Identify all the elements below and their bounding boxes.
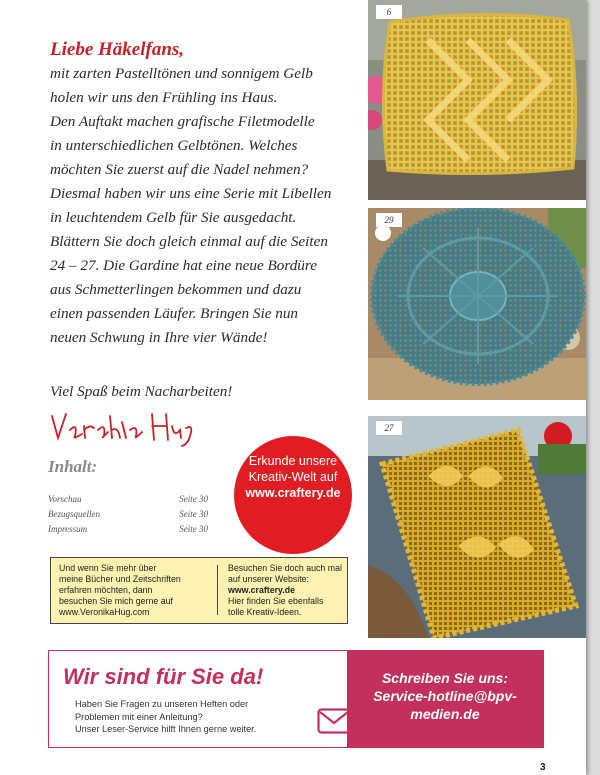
info-line: Und wenn Sie mehr über bbox=[59, 563, 157, 573]
editorial-line: möchten Sie zuerst auf die Nadel nehmen? bbox=[50, 161, 309, 178]
photo-doily[interactable] bbox=[368, 208, 586, 400]
info-line: meine Bücher und Zeitschriften bbox=[59, 574, 181, 584]
editorial-line: Blättern Sie doch gleich einmal auf die Seiten bbox=[50, 233, 328, 250]
table-of-contents bbox=[48, 494, 208, 539]
info-column-author bbox=[59, 563, 209, 618]
contact-line: Schreiben Sie uns: bbox=[381, 670, 509, 686]
toc-page: Seite 30 bbox=[179, 524, 208, 534]
editorial-text bbox=[50, 38, 360, 350]
toc-page: Seite 30 bbox=[179, 494, 208, 504]
editorial-line: in leuchtendem Gelb für Sie ausgedacht. bbox=[50, 209, 297, 226]
editorial-line: neuen Schwung in Ihre vier Wände! bbox=[50, 329, 268, 346]
greeting: Liebe Häkelfans, bbox=[50, 39, 185, 60]
envelope-icon bbox=[317, 708, 351, 739]
service-title: Wir sind für Sie da! bbox=[63, 664, 264, 689]
toc-label: Impressum bbox=[48, 524, 88, 534]
badge-line: Erkunde unsere bbox=[248, 454, 338, 468]
toc-item[interactable] bbox=[48, 494, 208, 509]
info-line: besuchen Sie mich gerne auf bbox=[59, 596, 173, 606]
contact-email[interactable]: medien.de bbox=[410, 706, 480, 722]
photo-page-number: 29 bbox=[376, 213, 402, 227]
editorial-line: Den Auftakt machen grafische Filetmodelle bbox=[50, 113, 315, 130]
editorial-line: aus Schmetterlingen bekommen und dazu bbox=[50, 281, 302, 298]
photo-table-runner[interactable] bbox=[368, 416, 586, 638]
photo-page-number: 6 bbox=[376, 5, 402, 19]
divider bbox=[217, 565, 218, 615]
reader-service-box bbox=[48, 650, 544, 748]
toc-label: Vorschau bbox=[48, 494, 82, 504]
contact-email[interactable]: Service-hotline@bpv- bbox=[373, 688, 517, 704]
info-line: auf unserer Website: bbox=[228, 574, 310, 584]
editorial-line: Diesmal haben wir uns eine Serie mit Libellen bbox=[50, 185, 332, 202]
toc-page: Seite 30 bbox=[179, 509, 208, 519]
service-text-line: Haben Sie Fragen zu unseren Heften oder bbox=[75, 699, 249, 709]
badge-url: www.craftery.de bbox=[245, 486, 341, 500]
page-number: 3 bbox=[540, 762, 546, 773]
closing-line: Viel Spaß beim Nacharbeiten! bbox=[50, 383, 233, 400]
handwritten-signature bbox=[48, 408, 198, 453]
editorial-line: mit zarten Pastelltönen und sonnigem Gelb bbox=[50, 65, 313, 82]
toc-item[interactable] bbox=[48, 509, 208, 524]
info-line: tolle Kreativ-Ideen. bbox=[228, 607, 302, 617]
badge-line: Kreativ-Welt auf bbox=[248, 470, 338, 484]
service-contact bbox=[347, 669, 543, 723]
toc-title: Inhalt: bbox=[48, 457, 98, 476]
craftery-badge[interactable] bbox=[234, 436, 352, 554]
editorial-line: holen wir uns den Frühling ins Haus. bbox=[50, 89, 278, 106]
info-line: erfahren möchten, dann bbox=[59, 585, 153, 595]
info-box bbox=[50, 557, 348, 624]
photo-page-number: 27 bbox=[376, 421, 402, 435]
photo-cushion[interactable] bbox=[368, 0, 586, 200]
info-line: Besuchen Sie doch auch mal bbox=[228, 563, 342, 573]
service-text-line: Problemen mit einer Anleitung? bbox=[75, 711, 203, 722]
editorial-line: in unterschiedlichen Gelbtönen. Welches bbox=[50, 137, 298, 154]
author-website-link[interactable]: www.VeronikaHug.com bbox=[59, 607, 150, 617]
info-line: Hier finden Sie ebenfalls bbox=[228, 596, 324, 606]
service-contact-panel[interactable] bbox=[347, 651, 543, 747]
craftery-website-link[interactable]: www.craftery.de bbox=[228, 585, 295, 595]
service-text bbox=[75, 698, 315, 736]
toc-item[interactable] bbox=[48, 524, 208, 539]
toc-label: Bezugsquellen bbox=[48, 509, 100, 519]
editorial-line: einen passenden Läufer. Bringen Sie nun bbox=[50, 305, 299, 322]
service-text-line: Unser Leser-Service hilft Ihnen gerne weiter. bbox=[75, 724, 257, 734]
editorial-line: 24 – 27. Die Gardine hat eine neue Bordüre bbox=[50, 257, 317, 274]
info-column-website bbox=[228, 563, 343, 618]
